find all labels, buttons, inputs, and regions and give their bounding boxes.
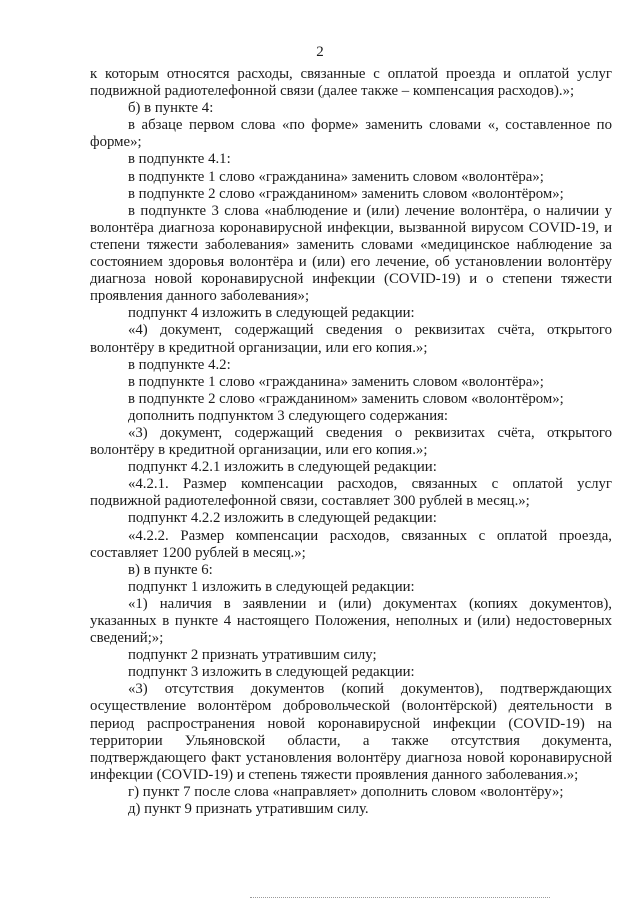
scan-artifact-line (250, 897, 550, 899)
paragraph: «4.2.1. Размер компенсации расходов, связанных с оплатой услуг подвижной радиотелефонной связи, составляет 300 рублей в месяц.»; (90, 476, 612, 510)
page-number: 2 (316, 44, 324, 60)
paragraph: подпункт 4.2.2 изложить в следующей редакции: (128, 510, 437, 527)
paragraph: дополнить подпунктом 3 следующего содержания: (128, 407, 449, 424)
paragraph: в подпункте 3 слова «наблюдение и (или) лечение волонтёра, о наличии у волонтёра диагноза коронавирусной инфекции, вызванной вирусом COVID-19, и степени тяжести заболевания» заменить словами «медицинское наблюдение за состоянием здоровья волонтёра и (или) его лечение, об установлении волонтёру диагноза новой коронавирусной инфекции (COVID-19) и о степени тяжести проявления данного заболевания»; (90, 202, 612, 305)
paragraph: в подпункте 2 слово «гражданином» заменить словом «волонтёром»; (128, 185, 564, 202)
paragraph: «3) документ, содержащий сведения о реквизитах счёта, открытого волонтёру в кредитной организации, или его копия.»; (90, 424, 612, 459)
paragraph: подпункт 3 изложить в следующей редакции: (128, 664, 415, 681)
paragraph: «3) отсутствия документов (копий документов), подтверждающих осуществление волонтёром добровольческой (волонтёрской) деятельности в период распространения новой коронавирусной инфекции (COVID-19) на территории Ульяновской области, а также отсутствия документа, подтверждающего факт установления волонтёру диагноза новой коронавирусной инфекции (COVID-19) и степень тяжести проявления данного заболевания.»; (90, 681, 612, 783)
paragraph: в абзаце первом слова «по форме» заменить словами «, составленное по форме»; (90, 117, 612, 151)
paragraph: д) пункт 9 признать утратившим силу. (128, 801, 369, 818)
paragraph: подпункт 4.2.1 изложить в следующей редакции: (128, 459, 437, 476)
paragraph: в подпункте 1 слово «гражданина» заменить словом «волонтёра»; (128, 168, 544, 185)
paragraph: в подпункте 1 слово «гражданина» заменить словом «волонтёра»; (128, 373, 544, 390)
paragraph: в) в пункте 6: (128, 561, 213, 578)
paragraph: «4.2.2. Размер компенсации расходов, связанных с оплатой проезда, составляет 1200 рублей в месяц.»; (90, 527, 612, 561)
paragraph: «4) документ, содержащий сведения о реквизитах счёта, открытого волонтёру в кредитной организации, или его копия.»; (90, 322, 612, 356)
paragraph: в подпункте 4.2: (128, 356, 231, 373)
paragraph: подпункт 4 изложить в следующей редакции: (128, 305, 415, 322)
paragraph: подпункт 2 признать утратившим силу; (128, 647, 377, 664)
paragraph: г) пункт 7 после слова «направляет» дополнить словом «волонтёру»; (128, 783, 564, 800)
paragraph: подпункт 1 изложить в следующей редакции: (128, 578, 415, 595)
document-body (90, 66, 612, 818)
paragraph: б) в пункте 4: (128, 100, 214, 117)
paragraph: в подпункте 2 слово «гражданином» заменить словом «волонтёром»; (128, 390, 564, 407)
paragraph: в подпункте 4.1: (128, 151, 231, 168)
paragraph: к которым относятся расходы, связанные с оплатой проезда и оплатой услуг подвижной радиотелефонной связи (далее также – компенсация расходов).»; (90, 66, 612, 100)
paragraph: «1) наличия в заявлении и (или) документах (копиях документов), указанных в пункте 4 настоящего Положения, неполных и (или) недостоверных сведений;»; (90, 595, 612, 647)
